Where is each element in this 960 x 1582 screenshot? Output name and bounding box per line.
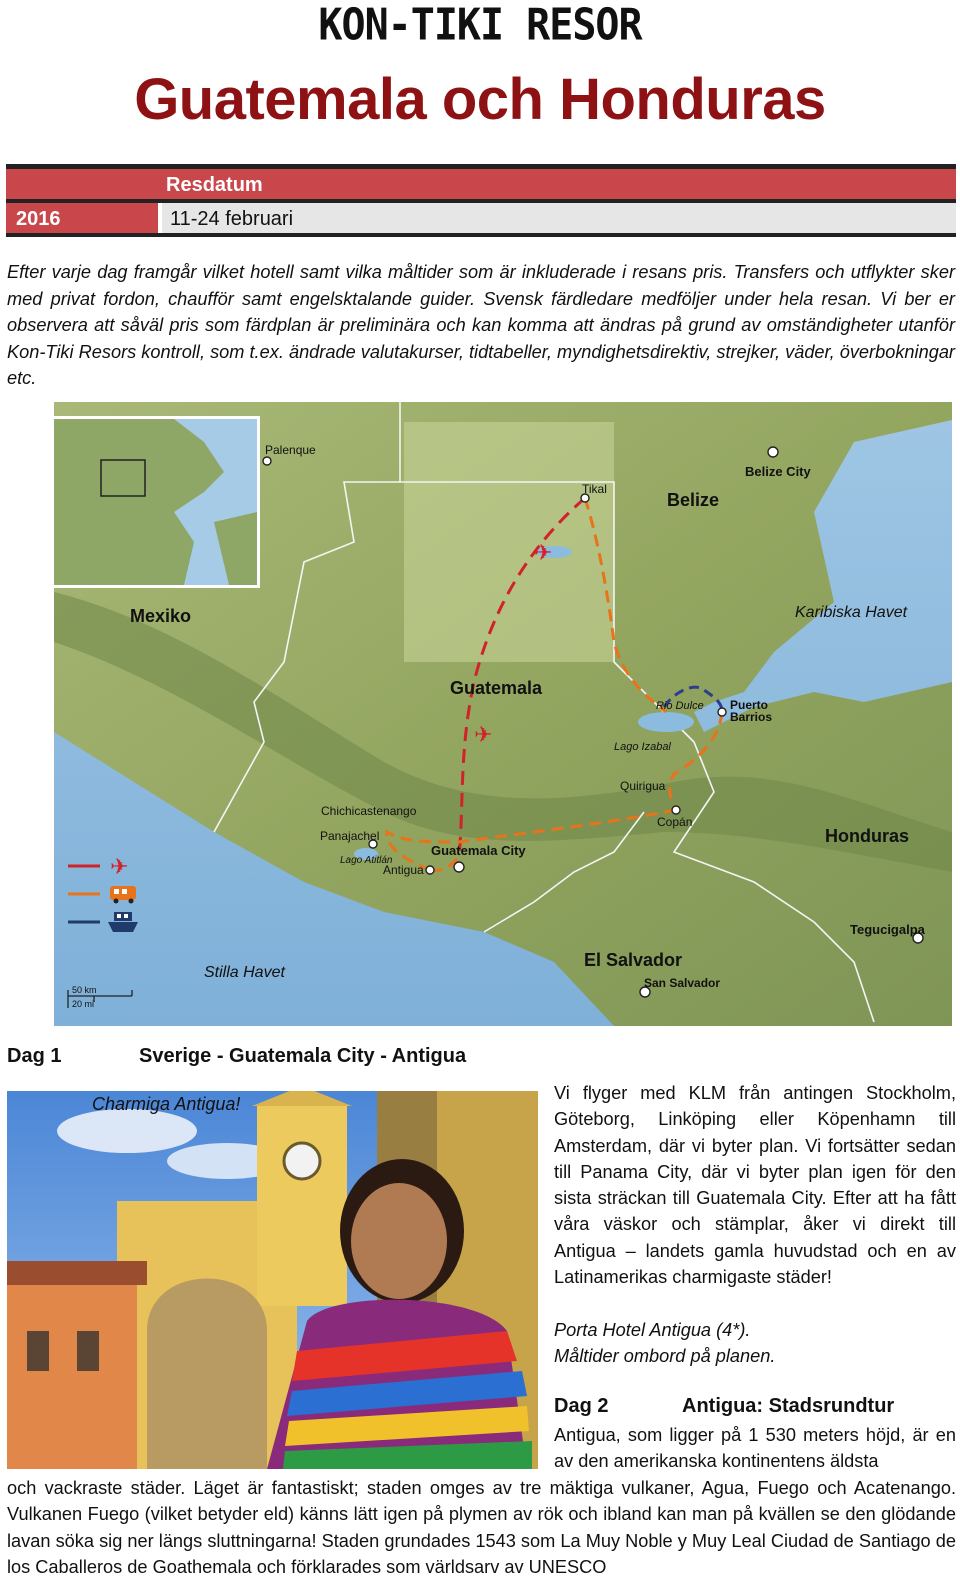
label-rio-dulce: Rio Dulce [656,700,704,712]
label-guatemala-city: Guatemala City [431,843,526,858]
plane-icon: ✈ [534,540,553,565]
label-belize-city: Belize City [745,464,811,479]
date-year: 2016 [6,203,158,233]
brand-logo: KON-TIKI RESOR [318,0,642,51]
scale-km: 50 km [72,985,97,995]
label-quirigua: Quirigua [620,779,666,793]
label-caribbean: Karibiska Havet [795,604,908,621]
inset-map [54,416,260,588]
label-guatemala: Guatemala [450,678,543,698]
day1-label: Dag 1 [7,1045,62,1067]
label-palenque: Palenque [265,443,316,457]
plane-icon: ✈ [110,854,129,879]
peten-patch [404,422,614,662]
route-map [54,402,952,1026]
scale-mi: 20 mi [72,999,95,1009]
day2-label: Dag 2 [554,1395,609,1417]
label-lago-izabal: Lago Izabal [614,741,671,753]
day1-text: Vi flyger med KLM från antingen Stockholm, Göteborg, Linköping eller Köpenhamn till Amsterdam, där vi byter plan. Vi fortsätter sedan till Panama City, där vi byter plan igen för den sista sträckan till Guatemala City. Efter att ha fått våra väskor och stämplar, åker vi direkt till Antigua – landets gamla huvudstad och en av Latinamerikas charmigaste städer! [554,1083,956,1288]
day1-meals: Måltider ombord på planen. [554,1346,776,1366]
label-barrios: Barrios [730,710,773,724]
label-pacific: Stilla Havet [204,964,285,981]
date-table [6,164,956,237]
day2-text-right: Antigua, som ligger på 1 530 meters höjd, är en av den amerikanska kontinentens äldsta [554,1425,956,1472]
label-belize: Belize [667,490,720,510]
label-copan: Copán [657,815,693,829]
day2-text-full: och vackraste städer. Läget är fantastiskt; staden omges av tre mäktiga vulkaner, Agua, Fuego och Acatenango. Vulkanen Fuego (vilket betyder eld) känns lätt igen på plymen av rök och ibland kan man på kvällen se den glödande lavan söka sig ner längs sluttningarna! Staden grundades 1543 som La Muy Noble y Muy Leal Ciudad de Santiago de los Caballeros de Goathemala och förklarades som världsarv av UNESCO [7,1478,956,1577]
antigua-photo [7,1091,538,1469]
date-range: 11-24 februari [162,203,956,233]
label-san-salvador: San Salvador [644,976,721,990]
day2-title: Antigua: Stadsrundtur [682,1395,895,1417]
table-header-empty [6,169,158,199]
label-el-salvador: El Salvador [584,950,683,970]
plane-icon: ✈ [474,722,493,747]
boat-icon [108,922,138,932]
label-lago-atitlan: Lago Atitlán [340,855,393,866]
label-mexiko: Mexiko [130,606,192,626]
label-panajachel: Panajachel [320,829,380,843]
page-title: Guatemala och Honduras [134,67,826,132]
photo-caption: Charmiga Antigua! [92,1094,241,1114]
label-honduras: Honduras [825,826,910,846]
label-tegucigalpa: Tegucigalpa [850,922,925,937]
day1-title: Sverige - Guatemala City - Antigua [139,1045,467,1067]
day1-hotel: Porta Hotel Antigua (4*). [554,1320,751,1340]
table-rule [6,233,956,237]
label-puerto: Puerto [730,698,769,712]
date-header-label: Resdatum [158,169,956,199]
lake-izabal [638,712,694,732]
label-antigua: Antigua [383,863,424,877]
label-tikal: Tikal [582,482,607,496]
label-chichicastenango: Chichicastenango [321,804,417,818]
intro-text: Efter varje dag framgår vilket hotell samt vilka måltider som är inkluderade i resans pris. Transfers och utflykter sker med privat fordon, chaufför samt engelsktalande guider. Svensk färdledare medföljer under hela resan. Vi ber er observera att såväl pris som färdplan är preliminära och kan komma att ändras på grund av omständigheter utanför Kon-Tiki Resors kontroll, som t.ex. ändrade valutakurser, tidtabeller, myndighetsdirektiv, strejker, väder, överbokningar etc. [7,262,955,388]
